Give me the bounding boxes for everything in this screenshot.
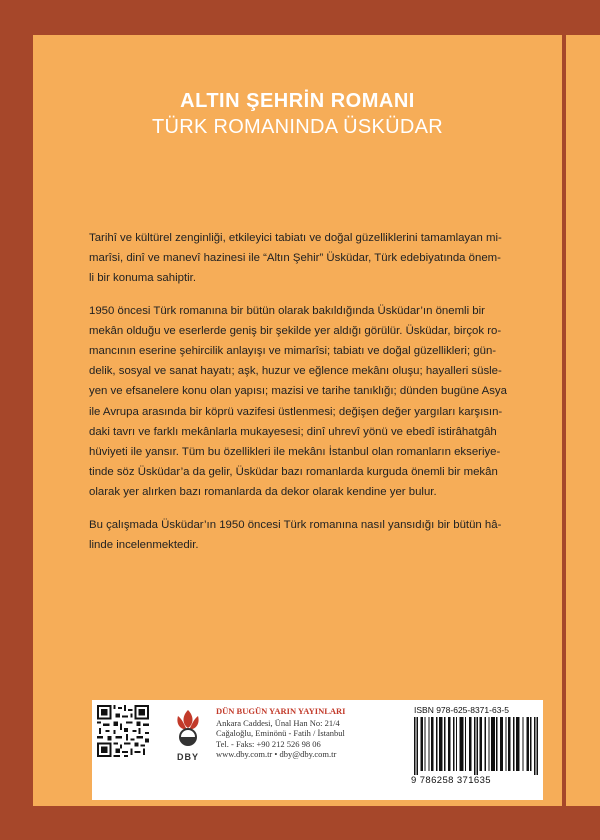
text-line: mancının eserine şehircilik anlayışı ve mimarîsi; tabiatı ve doğal güzellikleri; gün- bbox=[89, 345, 497, 358]
blurb-paragraph bbox=[89, 228, 513, 289]
text-line: hüviyeti ile yansır. Tüm bu özellikleri ile mekânı İstanbul olan romanların ekseriye- bbox=[89, 446, 501, 459]
back-cover bbox=[33, 35, 562, 806]
publisher-phone: Tel. - Faks: +90 212 526 98 06 bbox=[216, 738, 321, 749]
adjacent-cover-edge bbox=[566, 35, 600, 806]
barcode-icon bbox=[414, 717, 538, 775]
publisher-info bbox=[216, 706, 396, 760]
qr-code-icon bbox=[97, 705, 149, 757]
publisher-address-line2: Cağaloğlu, Eminönü - Fatih / İstanbul bbox=[216, 728, 345, 738]
text-line: Tarihî ve kültürel zenginliği, etkileyici tabiatı ve doğal güzelliklerini tamamlayan mi- bbox=[89, 232, 502, 244]
publisher-logo-icon bbox=[168, 706, 208, 746]
text-line: daki tavrı ve farklı mekânlarla mukayesesi; dinî uhrevî yönü ve ebedî istirâhatgâh bbox=[89, 425, 497, 438]
text-line: mekân olduğu ve eserlerde geniş bir şekilde yer aldığı görülür. Üsküdar, birçok ro- bbox=[89, 324, 502, 337]
publisher-name: DÜN BUGÜN YARIN YAYINLARI bbox=[216, 706, 346, 716]
text-line: ile Avrupa arasında bir köprü vazifesi üstlenmesi; değişen değer yargıları karşısın- bbox=[89, 405, 503, 418]
text-line: yen ve efsanelere konu olan yapısı; mazisi ve tarihe tanıklığı; dünden bugüne Asya bbox=[89, 385, 507, 398]
publisher-address-line1: Ankara Caddesi, Ünal Han No: 21/4 bbox=[216, 717, 340, 728]
blurb-paragraph bbox=[89, 515, 513, 555]
book-subtitle: TÜRK ROMANINDA ÜSKÜDAR bbox=[151, 116, 444, 138]
text-line: Bu çalışmada Üsküdar’ın 1950 öncesi Türk romanına nasıl yansıdığı bir bütün hâ- bbox=[89, 518, 502, 531]
barcode-digits: 9 786258 371635 bbox=[411, 775, 491, 786]
text-line: li bir konuma sahiptir. bbox=[89, 272, 196, 285]
publisher-logo-text: DBY bbox=[176, 752, 199, 762]
text-line: tinde söz Üsküdar’a da gelir, Üsküdar bazı romanlarda kurguda önemli bir mekân bbox=[89, 466, 498, 479]
blurb-paragraph bbox=[89, 301, 513, 503]
publisher-web: www.dby.com.tr • dby@dby.com.tr bbox=[216, 749, 337, 759]
text-line: marîsi, dinî ve manevî hazinesi ile “Altın Şehir” Üsküdar, Türk edebiyatında önem- bbox=[89, 252, 501, 265]
isbn-label: ISBN 978-625-8371-63-5 bbox=[414, 705, 509, 715]
publisher-footer bbox=[92, 700, 543, 800]
text-line: linde incelenmektedir. bbox=[89, 538, 199, 551]
text-line: 1950 öncesi Türk romanına bir bütün olarak bakıldığında Üsküdar’ın önemli bir bbox=[89, 304, 485, 317]
book-title: ALTIN ŞEHRİN ROMANI bbox=[180, 90, 415, 112]
blurb bbox=[89, 228, 513, 567]
text-line: delik, sosyal ve sanat hayatı; aşk, huzur ve eğlence mekânı oluşu; hayalleri süsle- bbox=[89, 365, 502, 378]
text-line: olarak yer alırken bazı romanlarda da dekor olarak kendine yer bulur. bbox=[89, 486, 437, 499]
